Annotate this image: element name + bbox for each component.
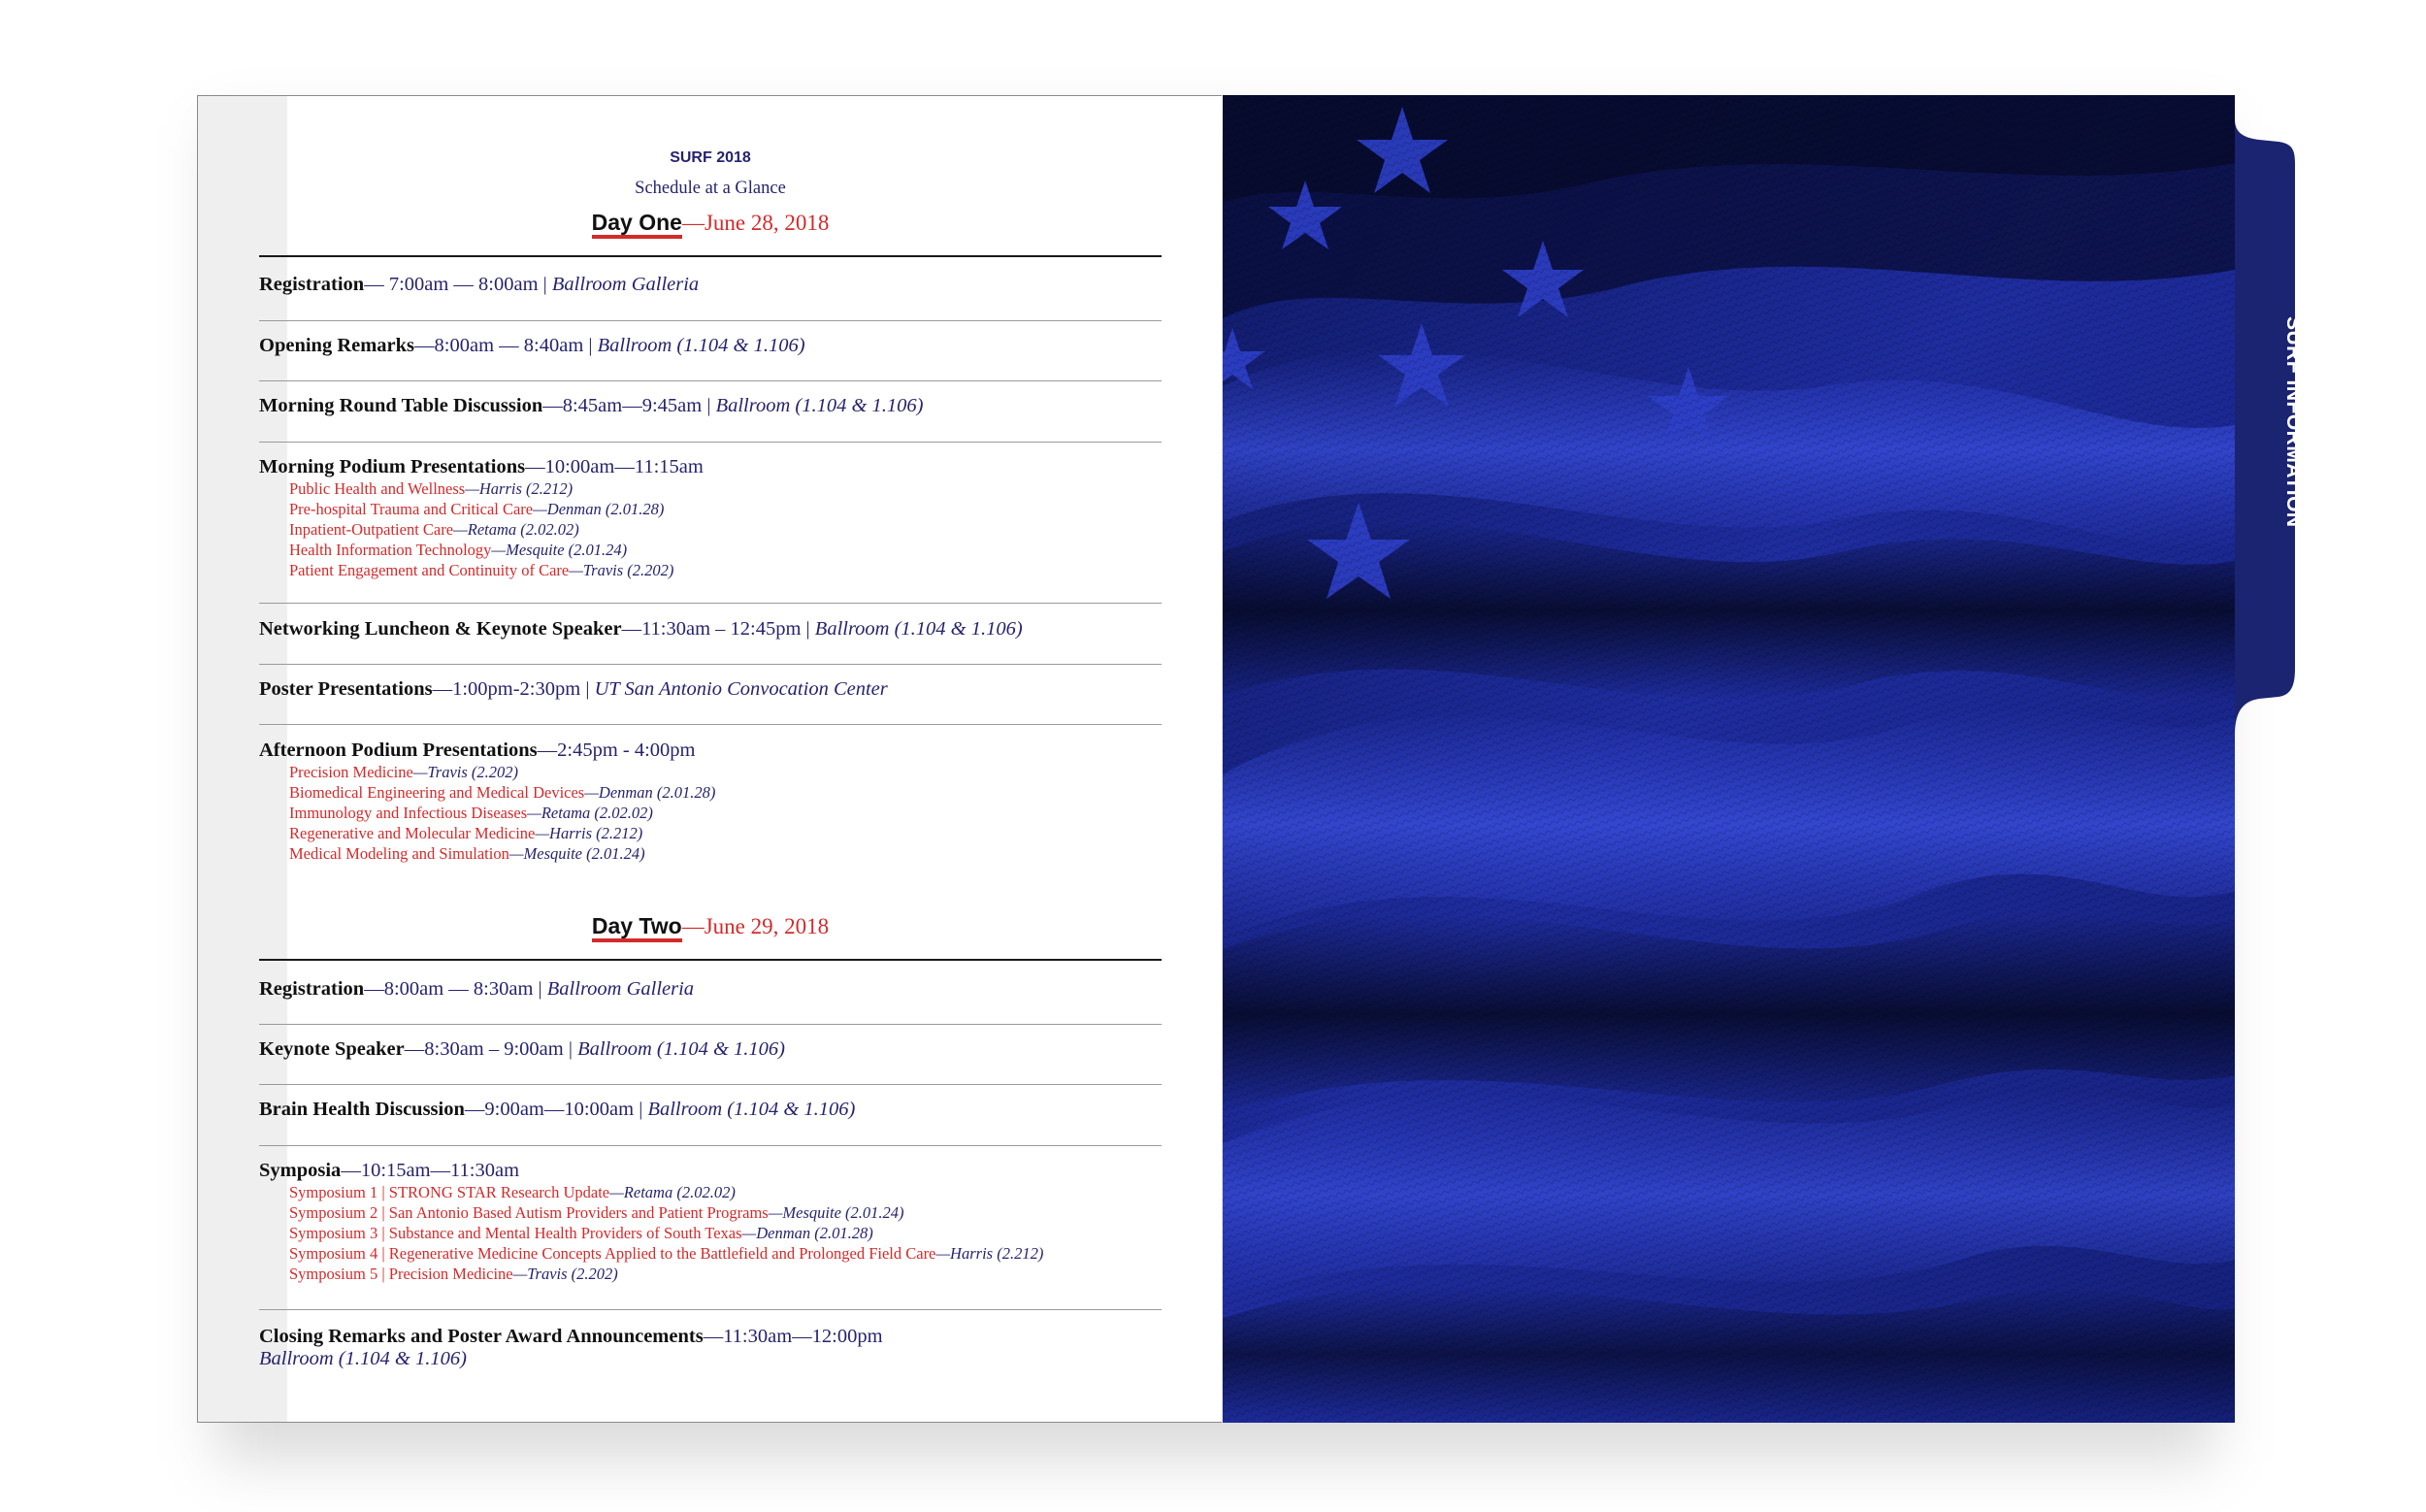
session-name: Symposium 3 | Substance and Mental Health Providers of South Texas xyxy=(289,1224,742,1242)
folder-tab-label: SURF INFORMATION xyxy=(2282,316,2305,528)
event-time: —1:00pm-2:30pm | xyxy=(432,678,595,700)
day-one-label: Day One xyxy=(592,210,682,239)
event-time: —8:00am — 8:40am | xyxy=(414,335,598,356)
day-one-date: —June 28, 2018 xyxy=(681,211,830,235)
session-item xyxy=(289,803,1166,823)
schedule-item-line xyxy=(259,455,1166,478)
session-name: Precision Medicine xyxy=(289,763,413,781)
waving-flag-image xyxy=(1223,95,2235,1423)
day-one-rule xyxy=(259,255,1162,257)
session-name: Symposium 4 | Regenerative Medicine Concepts Applied to the Battlefield and Prolonged Field Care xyxy=(289,1244,936,1263)
session-item xyxy=(289,843,1166,864)
session-name: Symposium 1 | STRONG STAR Research Update xyxy=(289,1183,610,1201)
section-divider xyxy=(259,1024,1162,1025)
day-two-date: —June 29, 2018 xyxy=(681,914,830,938)
section-divider xyxy=(259,380,1162,381)
event-time: —11:30am – 12:45pm | xyxy=(621,618,815,640)
session-room: —Retama (2.02.02) xyxy=(527,804,653,822)
session-room: —Mesquite (2.01.24) xyxy=(491,541,628,559)
session-item xyxy=(289,560,1166,580)
session-name: Symposium 2 | San Antonio Based Autism Providers and Patient Programs xyxy=(289,1203,769,1222)
session-list xyxy=(289,478,1166,580)
event-time: —9:00am—10:00am | xyxy=(464,1099,648,1120)
event-location: Ballroom (1.104 & 1.106) xyxy=(814,618,1023,640)
event-title: Opening Remarks xyxy=(259,335,415,356)
schedule-item-line xyxy=(259,1159,1166,1182)
schedule-item xyxy=(259,617,1166,641)
session-item xyxy=(289,499,1166,519)
session-room: —Travis (2.202) xyxy=(412,763,519,781)
schedule-item xyxy=(259,273,1166,296)
event-location: UT San Antonio Convocation Center xyxy=(594,678,888,700)
day-two-label: Day Two xyxy=(592,913,682,942)
schedule-item xyxy=(259,1159,1166,1284)
schedule-item-line xyxy=(259,977,1166,1001)
schedule-item xyxy=(259,455,1166,580)
event-time: —11:30am—12:00pm xyxy=(703,1326,883,1347)
session-room: —Denman (2.01.28) xyxy=(533,500,665,518)
event-time: —8:45am—9:45am | xyxy=(542,395,716,416)
flag-cover-image xyxy=(1223,95,2235,1423)
session-name: Inpatient-Outpatient Care xyxy=(289,520,454,539)
section-divider xyxy=(259,724,1162,725)
session-room: —Harris (2.212) xyxy=(535,824,643,842)
session-name: Immunology and Infectious Diseases xyxy=(289,804,528,822)
schedule-item-line xyxy=(259,1098,1166,1121)
session-room: —Mesquite (2.01.24) xyxy=(508,844,645,863)
session-name: Patient Engagement and Continuity of Care xyxy=(289,561,570,579)
schedule-item xyxy=(259,1325,1166,1369)
event-location: Ballroom Galleria xyxy=(551,274,700,295)
schedule-item xyxy=(259,739,1166,864)
session-item xyxy=(289,1264,1166,1284)
session-room: —Retama (2.02.02) xyxy=(453,520,579,539)
presentation-folder xyxy=(197,95,2305,1425)
session-item xyxy=(289,478,1166,499)
schedule-item xyxy=(259,334,1166,357)
session-name: Public Health and Wellness xyxy=(289,479,466,498)
session-room: —Harris (2.212) xyxy=(935,1244,1044,1263)
event-time: — 7:00am — 8:00am | xyxy=(364,274,552,295)
schedule-item-line xyxy=(259,617,1166,641)
brand-title: SURF 2018 xyxy=(670,149,751,166)
session-room: —Travis (2.202) xyxy=(512,1265,618,1283)
event-time: —2:45pm - 4:00pm xyxy=(537,740,696,761)
event-location: Ballroom (1.104 & 1.106) xyxy=(647,1099,856,1120)
event-location: Ballroom (1.104 & 1.106) xyxy=(597,335,805,356)
event-title: Poster Presentations xyxy=(259,678,433,700)
event-time: —8:00am — 8:30am | xyxy=(364,978,547,1000)
session-room: —Mesquite (2.01.24) xyxy=(768,1203,904,1222)
schedule-item xyxy=(259,977,1166,1001)
session-room: —Retama (2.02.02) xyxy=(609,1183,736,1201)
session-item xyxy=(289,540,1166,560)
event-title: Morning Podium Presentations xyxy=(259,456,526,477)
session-item xyxy=(289,782,1166,803)
session-name: Biomedical Engineering and Medical Devices xyxy=(289,783,585,802)
event-location: Ballroom (1.104 & 1.106) xyxy=(259,1348,467,1369)
section-divider xyxy=(259,603,1162,604)
section-divider xyxy=(259,320,1162,321)
event-location: Ballroom Galleria xyxy=(546,978,695,1000)
event-title: Brain Health Discussion xyxy=(259,1099,465,1120)
session-item xyxy=(289,1202,1166,1223)
event-location: Ballroom (1.104 & 1.106) xyxy=(715,395,924,416)
schedule-item-line xyxy=(259,1325,1166,1348)
session-item xyxy=(289,519,1166,540)
event-title: Closing Remarks and Poster Award Announcements xyxy=(259,1326,704,1347)
schedule-item-line xyxy=(259,273,1166,296)
event-time: —10:15am—11:30am xyxy=(341,1160,520,1181)
session-list xyxy=(289,762,1166,864)
schedule-page xyxy=(197,95,1222,1423)
schedule-item xyxy=(259,677,1166,701)
schedule-subtitle: Schedule at a Glance xyxy=(635,179,786,198)
event-title: Registration xyxy=(259,274,365,295)
session-room: —Harris (2.212) xyxy=(465,479,574,498)
section-divider xyxy=(259,664,1162,665)
event-title: Networking Luncheon & Keynote Speaker xyxy=(259,618,622,640)
schedule-item xyxy=(259,1098,1166,1121)
schedule-item xyxy=(259,394,1166,417)
session-item xyxy=(289,762,1166,782)
session-name: Symposium 5 | Precision Medicine xyxy=(289,1265,513,1283)
event-location: Ballroom (1.104 & 1.106) xyxy=(577,1038,786,1060)
session-list xyxy=(289,1182,1166,1284)
session-name: Pre-hospital Trauma and Critical Care xyxy=(289,500,534,518)
session-item xyxy=(289,1182,1166,1202)
section-divider xyxy=(259,1309,1162,1310)
session-name: Medical Modeling and Simulation xyxy=(289,844,509,863)
session-item xyxy=(289,1243,1166,1264)
event-time: —8:30am – 9:00am | xyxy=(404,1038,578,1060)
event-title: Morning Round Table Discussion xyxy=(259,395,543,416)
schedule-item-line xyxy=(259,394,1166,417)
section-divider xyxy=(259,1084,1162,1085)
session-item xyxy=(289,823,1166,843)
schedule-item-line xyxy=(259,1037,1166,1061)
session-name: Regenerative and Molecular Medicine xyxy=(289,824,536,842)
day-two-heading xyxy=(259,913,1162,939)
schedule-item-line xyxy=(259,739,1166,762)
event-title: Symposia xyxy=(259,1160,342,1181)
session-room: —Travis (2.202) xyxy=(569,561,674,579)
event-time: —10:00am—11:15am xyxy=(525,456,704,477)
schedule-item xyxy=(259,1037,1166,1061)
event-title: Registration xyxy=(259,978,365,1000)
schedule-item-line xyxy=(259,677,1166,701)
schedule-item-line xyxy=(259,334,1166,357)
day-two-rule xyxy=(259,959,1162,961)
day-one-heading xyxy=(259,210,1162,236)
event-title: Afternoon Podium Presentations xyxy=(259,740,538,761)
session-item xyxy=(289,1223,1166,1243)
section-divider xyxy=(259,442,1162,443)
section-divider xyxy=(259,1145,1162,1146)
event-title: Keynote Speaker xyxy=(259,1038,405,1060)
session-room: —Denman (2.01.28) xyxy=(741,1224,873,1242)
session-room: —Denman (2.01.28) xyxy=(584,783,716,802)
session-name: Health Information Technology xyxy=(289,541,492,559)
